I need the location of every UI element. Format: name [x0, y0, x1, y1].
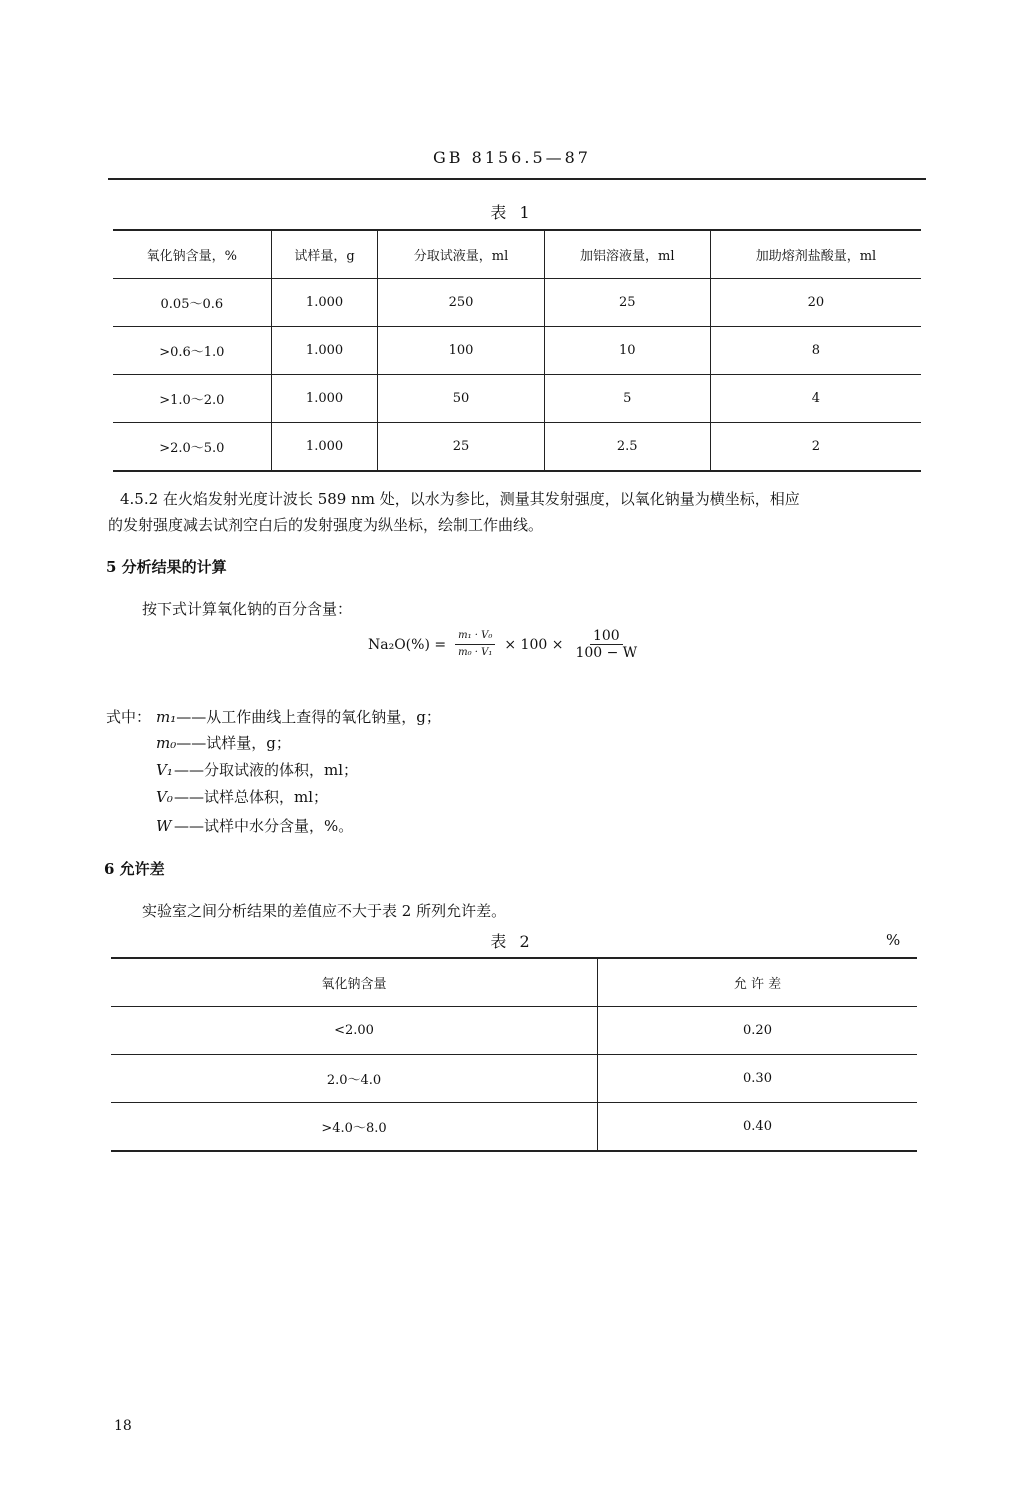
- table2-row: [111, 1055, 917, 1103]
- table2-cell: <2.00: [111, 1007, 598, 1055]
- table1-cell: 2.5: [544, 423, 710, 472]
- formula-middle: × 100 ×: [504, 636, 564, 653]
- table2-row: [111, 1103, 917, 1152]
- table1-caption: 表 1: [490, 203, 534, 222]
- table2-header-row: [111, 958, 917, 1007]
- table1-header-cell: 分取试液量，ml: [378, 230, 544, 279]
- table1-cell: 25: [378, 423, 544, 472]
- table2: [111, 957, 917, 1152]
- formula-fraction-2: [572, 628, 640, 661]
- section5-title: 5 分析结果的计算: [106, 558, 227, 576]
- definition-symbol: m₁: [156, 708, 177, 726]
- table1-cell: 100: [378, 327, 544, 375]
- formula-na2o: [368, 628, 643, 661]
- table1-cell: 1.000: [271, 327, 378, 375]
- definition-text: ——从工作曲线上查得的氧化钠量，g；: [176, 708, 441, 726]
- table2-caption: 表 2: [490, 932, 534, 951]
- table1: [113, 229, 921, 472]
- definition-text: ——试样总体积，ml；: [174, 788, 329, 806]
- table2-cell: 0.40: [598, 1103, 918, 1152]
- table1-row: [113, 423, 921, 472]
- definition-text: ——试样中水分含量，%。: [174, 817, 354, 835]
- table1-cell: 8: [710, 327, 921, 375]
- table2-unit: %: [886, 931, 901, 949]
- formula-fraction-2-denominator: 100 − W: [575, 645, 638, 661]
- definition-item: [156, 815, 353, 836]
- table1-row: [113, 327, 921, 375]
- definition-item: [156, 786, 328, 807]
- table1-cell: 2: [710, 423, 921, 472]
- table2-cell: 2.0～4.0: [111, 1055, 598, 1103]
- formula-fraction-2-numerator: 100: [590, 628, 623, 645]
- where-label: 式中：: [106, 708, 152, 726]
- table1-cell: 10: [544, 327, 710, 375]
- definition-text: ——分取试液的体积，ml；: [174, 761, 359, 779]
- table1-cell: >2.0～5.0: [113, 423, 271, 472]
- paragraph-4-5-2-line2: 的发射强度减去试剂空白后的发射强度为纵坐标，绘制工作曲线。: [108, 516, 544, 534]
- formula-lhs: Na₂O(%) =: [368, 636, 447, 653]
- table1-header-cell: 氧化钠含量，%: [113, 230, 271, 279]
- definition-item: [156, 732, 291, 753]
- table1-cell: 250: [378, 279, 544, 327]
- document-header-code: GB 8156.5—87: [433, 148, 591, 167]
- table2-cell: >4.0～8.0: [111, 1103, 598, 1152]
- table1-row: [113, 375, 921, 423]
- table1-cell: 25: [544, 279, 710, 327]
- table1-header-cell: 加助熔剂盐酸量，ml: [710, 230, 921, 279]
- table2-cell: 0.20: [598, 1007, 918, 1055]
- table1-cell: 20: [710, 279, 921, 327]
- table1-header-cell: 加铝溶液量，ml: [544, 230, 710, 279]
- table1-cell: >1.0～2.0: [113, 375, 271, 423]
- definition-symbol: m₀: [156, 734, 177, 752]
- table1-header-cell: 试样量，g: [271, 230, 378, 279]
- table1-cell: 0.05～0.6: [113, 279, 271, 327]
- definition-item: [156, 706, 441, 727]
- page-number: 18: [114, 1418, 132, 1434]
- table2-header-cell: 允 许 差: [598, 958, 918, 1007]
- formula-fraction-1-numerator: m₁ · V₀: [455, 628, 495, 645]
- table1-cell: 1.000: [271, 423, 378, 472]
- section6-intro: 实验室之间分析结果的差值应不大于表 2 所列允许差。: [142, 902, 507, 920]
- table1-cell: >0.6～1.0: [113, 327, 271, 375]
- section6-title: 6 允许差: [104, 860, 165, 878]
- definition-symbol: W: [156, 817, 172, 835]
- table1-cell: 1.000: [271, 279, 378, 327]
- section5-intro: 按下式计算氧化钠的百分含量：: [142, 600, 353, 618]
- definition-symbol: V₁: [156, 761, 173, 779]
- definition-symbol: V₀: [156, 788, 173, 806]
- table2-cell: 0.30: [598, 1055, 918, 1103]
- table1-cell: 4: [710, 375, 921, 423]
- table2-row: [111, 1007, 917, 1055]
- definition-text: ——试样量，g；: [176, 734, 291, 752]
- definition-item: [156, 759, 358, 780]
- formula-fraction-1-denominator: m₀ · V₁: [458, 647, 493, 658]
- table2-header-cell: 氧化钠含量: [111, 958, 598, 1007]
- table1-header-row: [113, 230, 921, 279]
- table1-row: [113, 279, 921, 327]
- table1-cell: 1.000: [271, 375, 378, 423]
- table1-cell: 5: [544, 375, 710, 423]
- table1-cell: 50: [378, 375, 544, 423]
- header-rule: [108, 178, 926, 180]
- formula-fraction-1: [455, 628, 495, 661]
- paragraph-4-5-2-line1: 4.5.2 在火焰发射光度计波长 589 nm 处，以水为参比，测量其发射强度，以氧化钠量为横坐标，相应: [120, 490, 800, 508]
